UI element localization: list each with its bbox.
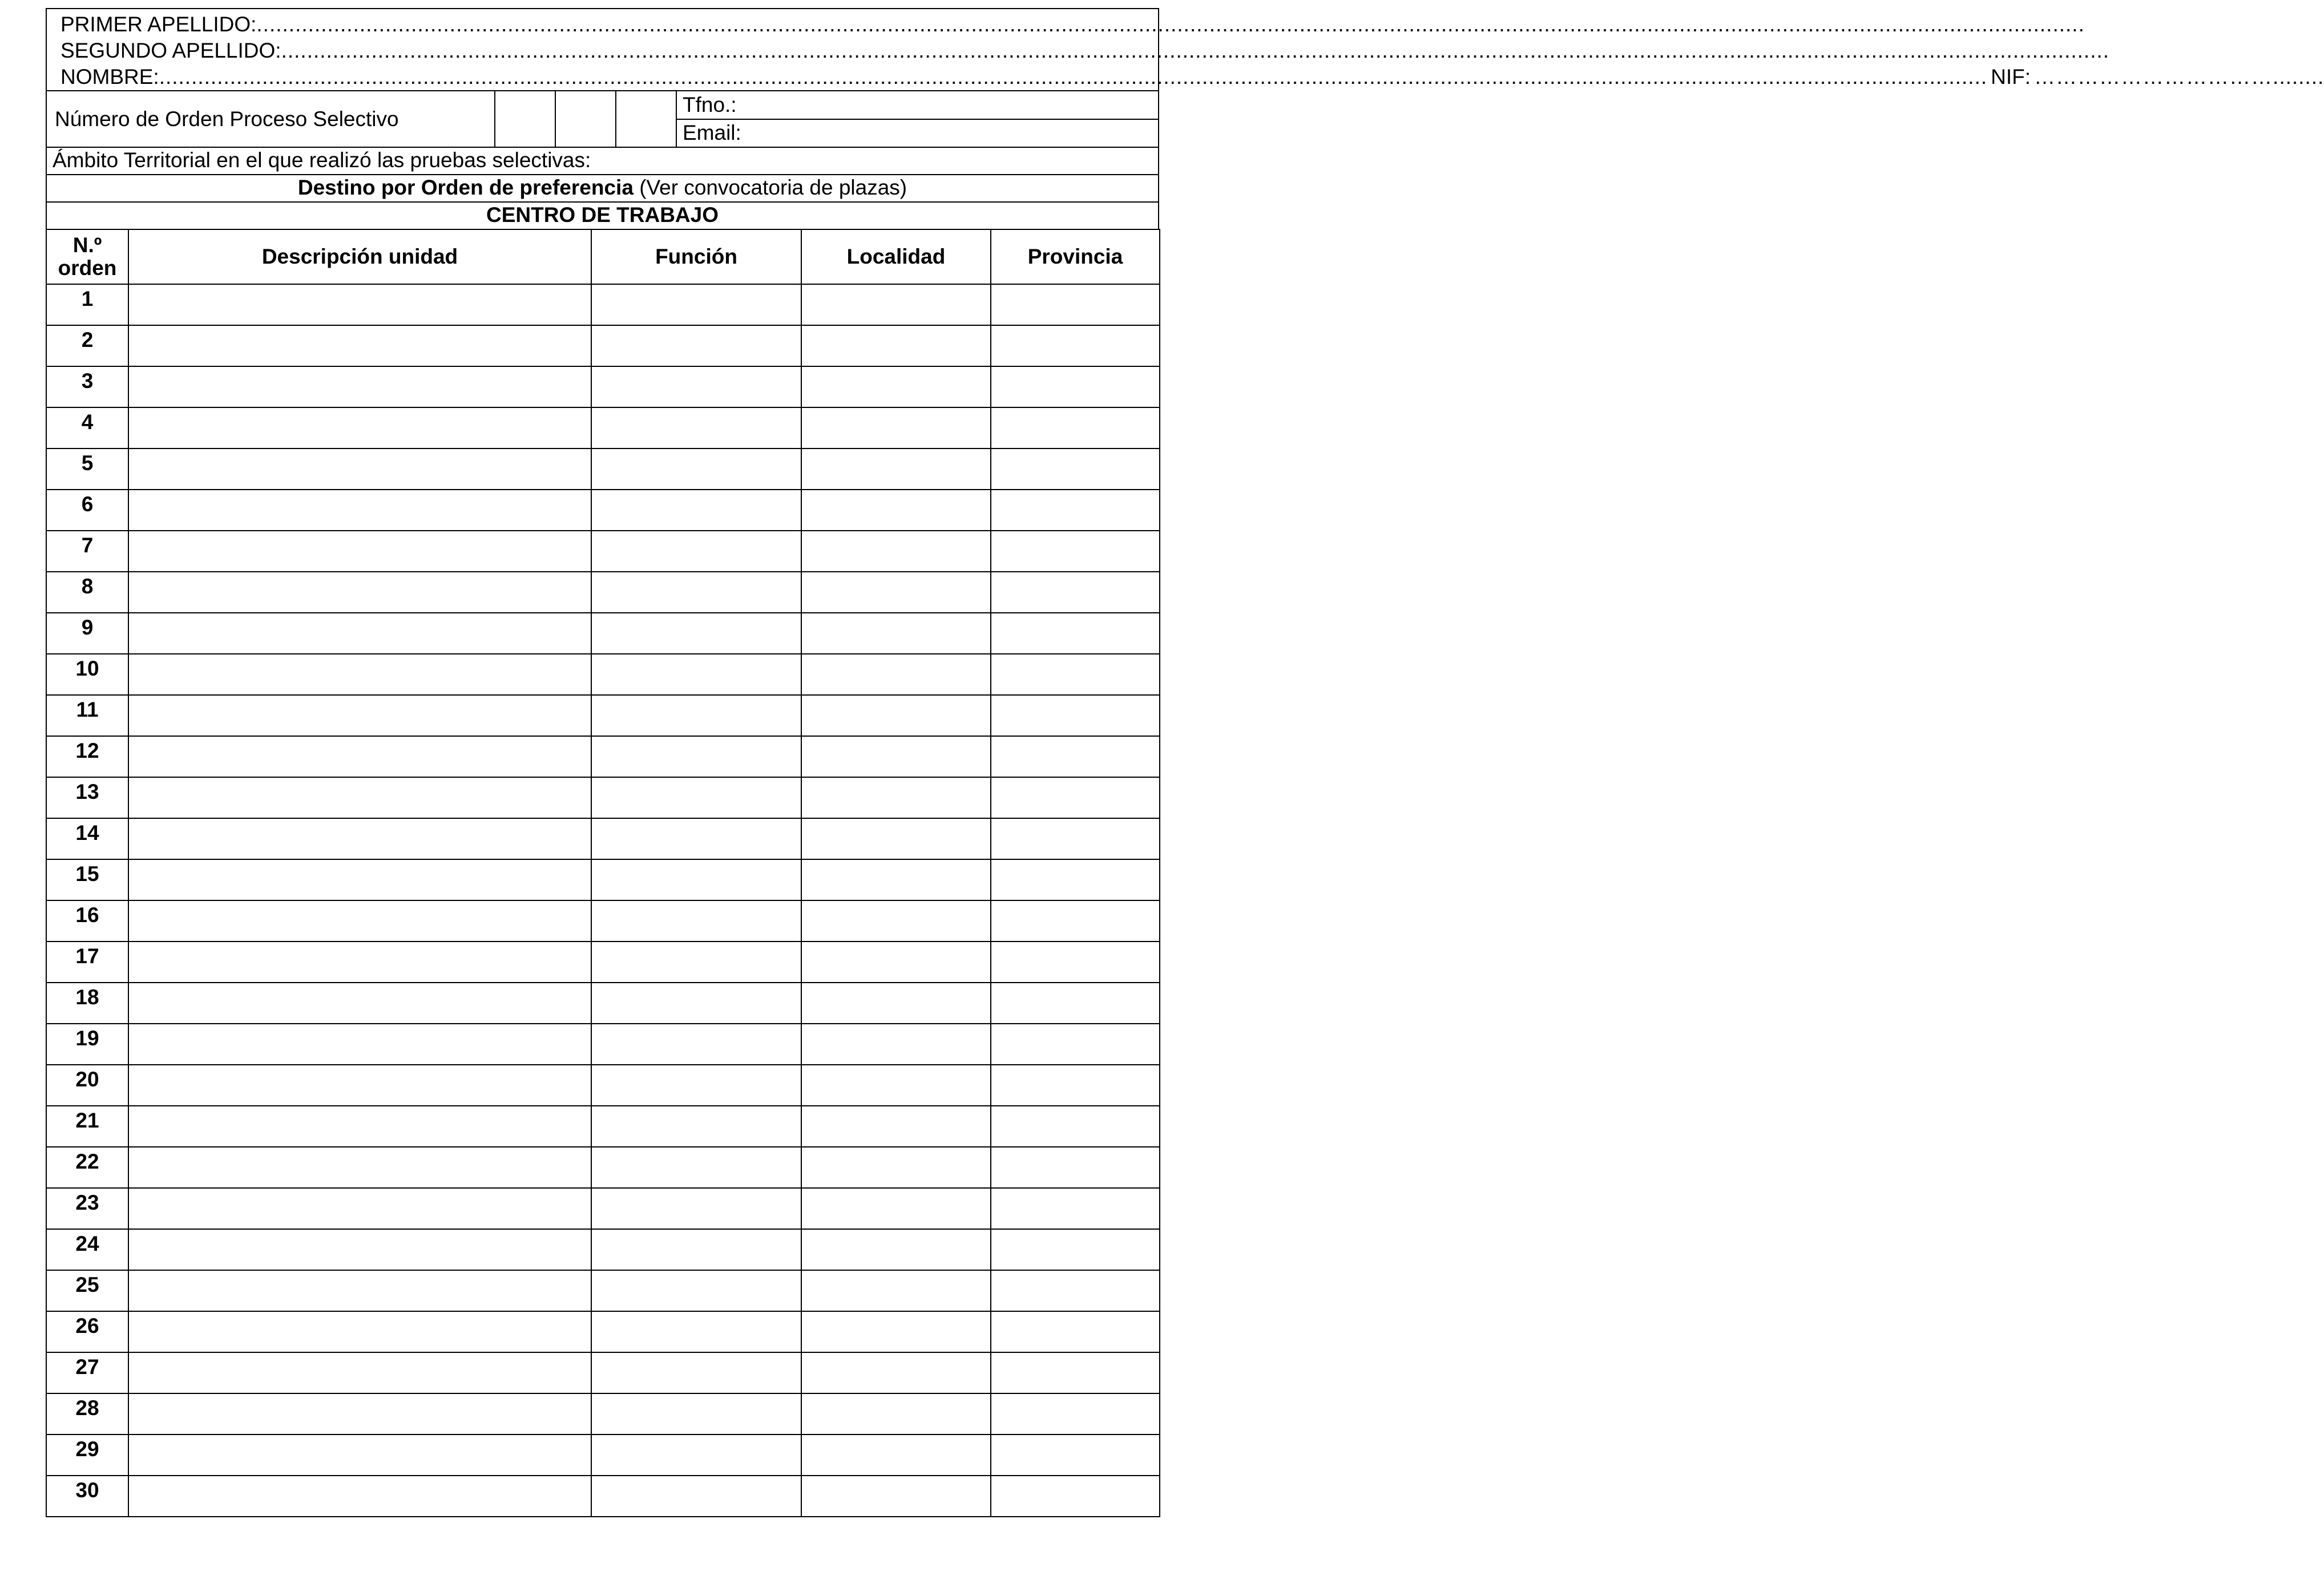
descripcion-cell[interactable]	[128, 572, 591, 613]
funcion-cell[interactable]	[591, 572, 801, 613]
provincia-cell[interactable]	[991, 1352, 1160, 1393]
descripcion-cell[interactable]	[128, 1393, 591, 1435]
preference-table	[46, 229, 1160, 1517]
provincia-cell[interactable]	[991, 531, 1160, 572]
table-body	[46, 284, 1160, 1517]
provincia-cell[interactable]	[991, 448, 1160, 490]
localidad-cell[interactable]	[801, 1352, 991, 1393]
localidad-cell[interactable]	[801, 777, 991, 818]
row-number: 5	[46, 448, 128, 490]
localidad-cell[interactable]	[801, 613, 991, 654]
funcion-cell[interactable]	[591, 531, 801, 572]
provincia-cell[interactable]	[991, 1393, 1160, 1435]
funcion-cell[interactable]	[591, 1435, 801, 1476]
orden-digit-box[interactable]	[615, 91, 676, 147]
localidad-cell[interactable]	[801, 654, 991, 695]
funcion-cell[interactable]	[591, 1311, 801, 1352]
provincia-cell[interactable]	[991, 818, 1160, 859]
table-row	[46, 1270, 1160, 1311]
localidad-cell[interactable]	[801, 1024, 991, 1065]
row-number: 16	[46, 900, 128, 941]
table-row	[46, 1024, 1160, 1065]
nombre-label: NOMBRE:	[60, 65, 159, 88]
localidad-cell[interactable]	[801, 900, 991, 941]
table-row	[46, 983, 1160, 1024]
row-number: 22	[46, 1147, 128, 1188]
segundo-apellido-line[interactable]	[60, 38, 2110, 64]
table-row	[46, 366, 1160, 407]
funcion-cell[interactable]	[591, 1352, 801, 1393]
localidad-cell[interactable]	[801, 531, 991, 572]
provincia-cell[interactable]	[991, 1229, 1160, 1270]
descripcion-cell[interactable]	[128, 941, 591, 983]
provincia-cell[interactable]	[991, 325, 1160, 366]
funcion-cell[interactable]	[591, 818, 801, 859]
nif-field[interactable]: ……………………………........	[2034, 65, 2324, 88]
localidad-cell[interactable]	[801, 859, 991, 900]
provincia-cell[interactable]	[991, 1311, 1160, 1352]
row-number: 9	[46, 613, 128, 654]
funcion-cell[interactable]	[591, 941, 801, 983]
descripcion-cell[interactable]	[128, 325, 591, 366]
descripcion-cell[interactable]	[128, 818, 591, 859]
localidad-cell[interactable]	[801, 736, 991, 777]
ambito-territorial-field[interactable]: Ámbito Territorial en el que realizó las pruebas selectivas:	[46, 147, 1159, 174]
orden-proceso-row	[46, 90, 1159, 147]
col-header-provincia: Provincia	[991, 229, 1160, 284]
localidad-cell[interactable]	[801, 1065, 991, 1106]
descripcion-cell[interactable]	[128, 1065, 591, 1106]
funcion-cell[interactable]	[591, 1229, 801, 1270]
row-number: 18	[46, 983, 128, 1024]
descripcion-cell[interactable]	[128, 613, 591, 654]
funcion-cell[interactable]	[591, 695, 801, 736]
descripcion-cell[interactable]	[128, 1435, 591, 1476]
descripcion-cell[interactable]	[128, 983, 591, 1024]
table-row	[46, 613, 1160, 654]
funcion-cell[interactable]	[591, 777, 801, 818]
table-row	[46, 284, 1160, 325]
funcion-cell[interactable]	[591, 1476, 801, 1517]
funcion-cell[interactable]	[591, 900, 801, 941]
funcion-cell[interactable]	[591, 654, 801, 695]
localidad-cell[interactable]	[801, 941, 991, 983]
funcion-cell[interactable]	[591, 1024, 801, 1065]
row-number: 21	[46, 1106, 128, 1147]
nombre-field[interactable]: ............................................................................................................................................................................................................................................................................................	[159, 65, 1988, 88]
table-row	[46, 1229, 1160, 1270]
provincia-cell[interactable]	[991, 654, 1160, 695]
descripcion-cell[interactable]	[128, 900, 591, 941]
funcion-cell[interactable]	[591, 1188, 801, 1229]
table-row	[46, 490, 1160, 531]
provincia-cell[interactable]	[991, 859, 1160, 900]
row-number: 4	[46, 407, 128, 448]
descripcion-cell[interactable]	[128, 1476, 591, 1517]
row-number: 3	[46, 366, 128, 407]
row-number: 29	[46, 1435, 128, 1476]
table-row	[46, 1188, 1160, 1229]
descripcion-cell[interactable]	[128, 736, 591, 777]
provincia-cell[interactable]	[991, 613, 1160, 654]
descripcion-cell[interactable]	[128, 366, 591, 407]
localidad-cell[interactable]	[801, 1147, 991, 1188]
nif-label: NIF:	[1991, 65, 2031, 88]
row-number: 6	[46, 490, 128, 531]
table-row	[46, 941, 1160, 983]
funcion-cell[interactable]	[591, 859, 801, 900]
provincia-cell[interactable]	[991, 900, 1160, 941]
orden-digit-box[interactable]	[494, 91, 555, 147]
table-row	[46, 1106, 1160, 1147]
table-row	[46, 1435, 1160, 1476]
table-row	[46, 1393, 1160, 1435]
descripcion-cell[interactable]	[128, 859, 591, 900]
funcion-cell[interactable]	[591, 613, 801, 654]
table-row	[46, 572, 1160, 613]
localidad-cell[interactable]	[801, 1188, 991, 1229]
row-number: 2	[46, 325, 128, 366]
descripcion-cell[interactable]	[128, 777, 591, 818]
contact-block	[676, 91, 1158, 147]
provincia-cell[interactable]	[991, 284, 1160, 325]
localidad-cell[interactable]	[801, 1270, 991, 1311]
col-header-descripcion: Descripción unidad	[128, 229, 591, 284]
funcion-cell[interactable]	[591, 284, 801, 325]
destino-bold-text: Destino por Orden de preferencia	[297, 176, 634, 199]
row-number: 30	[46, 1476, 128, 1517]
localidad-cell[interactable]	[801, 695, 991, 736]
primer-apellido-field[interactable]: ............................................................................................................................................................................................................................................................................................	[256, 13, 2085, 36]
localidad-cell[interactable]	[801, 818, 991, 859]
funcion-cell[interactable]	[591, 1147, 801, 1188]
descripcion-cell[interactable]	[128, 531, 591, 572]
funcion-cell[interactable]	[591, 1106, 801, 1147]
segundo-apellido-field[interactable]: ............................................................................................................................................................................................................................................................................................	[281, 39, 2110, 62]
localidad-cell[interactable]	[801, 983, 991, 1024]
provincia-cell[interactable]	[991, 941, 1160, 983]
localidad-cell[interactable]	[801, 490, 991, 531]
row-number: 12	[46, 736, 128, 777]
nombre-line[interactable]	[60, 64, 2324, 90]
localidad-cell[interactable]	[801, 572, 991, 613]
table-row	[46, 695, 1160, 736]
table-row	[46, 654, 1160, 695]
table-row	[46, 1311, 1160, 1352]
table-row	[46, 407, 1160, 448]
orden-proceso-label: Número de Orden Proceso Selectivo	[55, 107, 399, 131]
table-row	[46, 531, 1160, 572]
table-row	[46, 777, 1160, 818]
provincia-cell[interactable]	[991, 695, 1160, 736]
provincia-cell[interactable]	[991, 983, 1160, 1024]
provincia-cell[interactable]	[991, 407, 1160, 448]
table-row	[46, 736, 1160, 777]
segundo-apellido-label: SEGUNDO APELLIDO:	[60, 39, 281, 62]
row-number: 24	[46, 1229, 128, 1270]
descripcion-cell[interactable]	[128, 1106, 591, 1147]
row-number: 10	[46, 654, 128, 695]
table-row	[46, 1476, 1160, 1517]
provincia-cell[interactable]	[991, 1147, 1160, 1188]
provincia-cell[interactable]	[991, 1435, 1160, 1476]
destino-heading	[46, 174, 1159, 201]
table-row	[46, 818, 1160, 859]
personal-data-block	[46, 8, 2324, 90]
descripcion-cell[interactable]	[128, 1311, 591, 1352]
row-number: 14	[46, 818, 128, 859]
localidad-cell[interactable]	[801, 1435, 991, 1476]
row-number: 1	[46, 284, 128, 325]
funcion-cell[interactable]	[591, 1065, 801, 1106]
funcion-cell[interactable]	[591, 325, 801, 366]
table-row	[46, 1352, 1160, 1393]
descripcion-cell[interactable]	[128, 654, 591, 695]
localidad-cell[interactable]	[801, 366, 991, 407]
row-number: 8	[46, 572, 128, 613]
descripcion-cell[interactable]	[128, 1270, 591, 1311]
centro-trabajo-heading: CENTRO DE TRABAJO	[46, 201, 1159, 229]
localidad-cell[interactable]	[801, 448, 991, 490]
localidad-cell[interactable]	[801, 1476, 991, 1517]
descripcion-cell[interactable]	[128, 448, 591, 490]
localidad-cell[interactable]	[801, 1229, 991, 1270]
col-header-funcion: Función	[591, 229, 801, 284]
provincia-cell[interactable]	[991, 366, 1160, 407]
row-number: 13	[46, 777, 128, 818]
row-number: 23	[46, 1188, 128, 1229]
provincia-cell[interactable]	[991, 1188, 1160, 1229]
row-number: 27	[46, 1352, 128, 1393]
funcion-cell[interactable]	[591, 983, 801, 1024]
col-header-localidad: Localidad	[801, 229, 991, 284]
primer-apellido-label: PRIMER APELLIDO:	[60, 13, 257, 36]
funcion-cell[interactable]	[591, 448, 801, 490]
descripcion-cell[interactable]	[128, 1147, 591, 1188]
descripcion-cell[interactable]	[128, 284, 591, 325]
localidad-cell[interactable]	[801, 1393, 991, 1435]
funcion-cell[interactable]	[591, 490, 801, 531]
row-number: 11	[46, 695, 128, 736]
descripcion-cell[interactable]	[128, 407, 591, 448]
funcion-cell[interactable]	[591, 366, 801, 407]
provincia-cell[interactable]	[991, 1106, 1160, 1147]
row-number: 25	[46, 1270, 128, 1311]
funcion-cell[interactable]	[591, 407, 801, 448]
descripcion-cell[interactable]	[128, 1352, 591, 1393]
tfno-field[interactable]: Tfno.:	[683, 92, 737, 116]
table-row	[46, 448, 1160, 490]
localidad-cell[interactable]	[801, 1311, 991, 1352]
primer-apellido-line[interactable]	[60, 11, 2085, 38]
orden-digit-box[interactable]	[555, 91, 615, 147]
table-row	[46, 859, 1160, 900]
provincia-cell[interactable]	[991, 572, 1160, 613]
row-number: 15	[46, 859, 128, 900]
email-field[interactable]: Email:	[677, 119, 1158, 147]
table-row	[46, 900, 1160, 941]
localidad-cell[interactable]	[801, 407, 991, 448]
row-number: 20	[46, 1065, 128, 1106]
table-row	[46, 1147, 1160, 1188]
descripcion-cell[interactable]	[128, 490, 591, 531]
funcion-cell[interactable]	[591, 1270, 801, 1311]
table-row	[46, 1065, 1160, 1106]
preference-form	[46, 8, 2324, 1517]
destino-note-text: (Ver convocatoria de plazas)	[639, 176, 907, 199]
row-number: 19	[46, 1024, 128, 1065]
provincia-cell[interactable]	[991, 1024, 1160, 1065]
descripcion-cell[interactable]	[128, 695, 591, 736]
provincia-cell[interactable]	[991, 777, 1160, 818]
descripcion-cell[interactable]	[128, 1024, 591, 1065]
provincia-cell[interactable]	[991, 1476, 1160, 1517]
descripcion-cell[interactable]	[128, 1229, 591, 1270]
localidad-cell[interactable]	[801, 1106, 991, 1147]
row-number: 7	[46, 531, 128, 572]
table-row	[46, 325, 1160, 366]
col-header-orden: N.º orden	[46, 229, 128, 284]
row-number: 26	[46, 1311, 128, 1352]
funcion-cell[interactable]	[591, 1393, 801, 1435]
provincia-cell[interactable]	[991, 736, 1160, 777]
provincia-cell[interactable]	[991, 490, 1160, 531]
localidad-cell[interactable]	[801, 325, 991, 366]
funcion-cell[interactable]	[591, 736, 801, 777]
row-number: 28	[46, 1393, 128, 1435]
table-header-row	[46, 229, 1160, 284]
provincia-cell[interactable]	[991, 1270, 1160, 1311]
descripcion-cell[interactable]	[128, 1188, 591, 1229]
provincia-cell[interactable]	[991, 1065, 1160, 1106]
row-number: 17	[46, 941, 128, 983]
localidad-cell[interactable]	[801, 284, 991, 325]
